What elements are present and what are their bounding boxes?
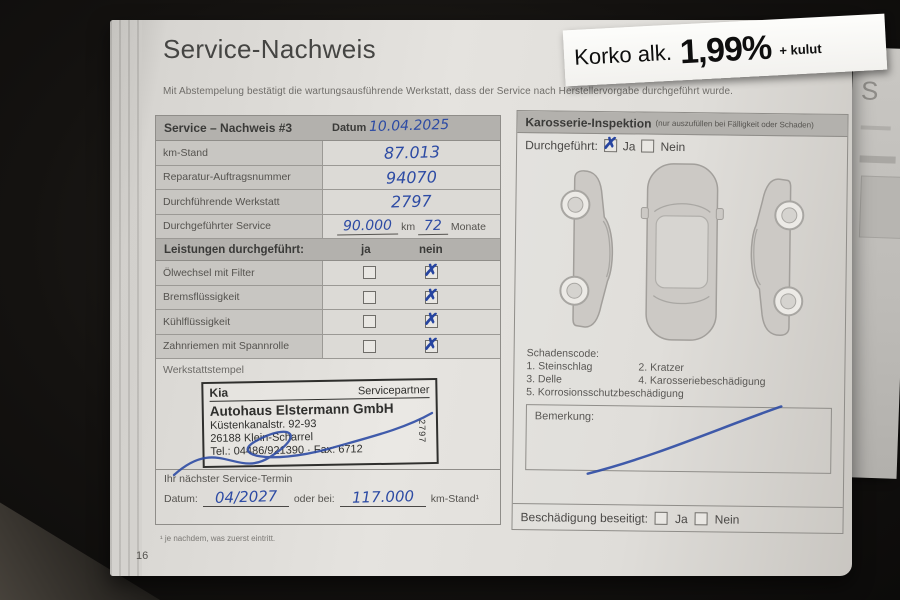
checkbox-repaired-ja[interactable] [655, 512, 668, 525]
stamp-section-label: Werkstattstempel [163, 364, 244, 376]
field-handwritten-value: 94070 [385, 167, 438, 188]
field-label: Durchführende Werkstatt [156, 190, 323, 214]
damage-repaired-row [512, 503, 842, 533]
checkbox-nein[interactable] [423, 333, 440, 355]
car-side-view-left [560, 171, 613, 328]
next-service-km-field [340, 488, 426, 507]
page-title: Service-Nachweis [163, 34, 376, 64]
next-service-date-handwritten: 04/2027 [214, 487, 278, 507]
stamp-city: 26188 Klein-Scharrel [210, 431, 314, 445]
stamp-header [209, 382, 429, 402]
performed-label: Durchgeführt: [525, 137, 598, 153]
next-service-or-label: oder bei: [293, 493, 335, 505]
sticker-text: Korko alk. [573, 39, 673, 70]
damage-code-title: Schadenscode: [526, 347, 600, 361]
checklist-boxes-cell [323, 310, 500, 334]
checklist-row-oelwechsel [156, 261, 500, 286]
checkbox-repaired-nein[interactable] [695, 512, 708, 525]
checkbox-ja[interactable] [363, 291, 376, 304]
next-service-km-handwritten: 117.000 [351, 487, 414, 507]
check-mark: ✗ [423, 333, 440, 355]
checklist-boxes-cell [323, 286, 500, 310]
date-label: Datum [332, 122, 367, 134]
stamp-company-name: Autohaus Elstermann GmbH [209, 400, 394, 419]
km-unit-label: km [401, 220, 416, 233]
field-row-auftragsnummer [156, 166, 500, 191]
field-row-km-stand [156, 141, 500, 166]
stamp-vertical-code: 2797 [416, 419, 428, 444]
car-top-view [640, 164, 724, 341]
next-service-date-label: Datum: [164, 493, 198, 505]
field-value-cell [323, 166, 500, 190]
repaired-nein-label: Nein [714, 511, 740, 527]
car-side-view-right [750, 179, 803, 336]
remark-label: Bemerkung: [534, 410, 595, 423]
repaired-label: Beschädigung beseitigt: [520, 509, 649, 526]
stamp-street: Küstenkanalstr. 92-93 [209, 418, 317, 432]
checkbox-nein[interactable] [423, 260, 440, 281]
checkbox-ja[interactable] [363, 266, 376, 279]
service-months-handwritten: 72 [418, 217, 448, 235]
checklist-item-label: Ölwechsel mit Filter [156, 261, 323, 285]
field-value-cell [323, 190, 500, 214]
repaired-ja-label: Ja [674, 511, 688, 526]
checklist-row-bremsfluessigkeit [156, 286, 500, 311]
car-views-illustration [522, 158, 840, 348]
column-nein-label: nein [419, 243, 443, 256]
stamp-phone-fax: Tel.: 04486/921390 · Fax: 6712 [210, 443, 363, 458]
sticker-suffix: + kulut [778, 40, 822, 58]
checklist-boxes-cell [323, 261, 500, 285]
damage-code-item: 3. Delle [526, 373, 562, 386]
inspection-subtitle: (nur auszufüllen bei Fälligkeit oder Schaden) [655, 118, 814, 130]
next-page-blur-box [859, 175, 900, 238]
checkbox-ja[interactable] [363, 340, 376, 353]
checklist-header [156, 239, 500, 261]
remark-pen-stroke [526, 395, 831, 483]
field-row-werkstatt [156, 190, 500, 215]
inspection-title: Karosserie-Inspektion [525, 114, 652, 131]
checkbox-nein[interactable] [423, 284, 440, 306]
body-inspection-card [511, 110, 848, 534]
service-km-handwritten: 90.000 [337, 217, 398, 235]
footnote: ¹ je nachdem, was zuerst eintritt. [160, 534, 276, 543]
check-mark: ✗ [423, 284, 440, 306]
field-row-service [156, 215, 500, 240]
performed-nein-label: Nein [660, 139, 686, 154]
field-value-cell [323, 141, 500, 165]
stamp-section [156, 359, 500, 469]
field-label: Durchgeführter Service [156, 215, 323, 239]
checklist-row-zahnriemen [156, 335, 500, 360]
next-page-partial-title: S [860, 75, 879, 107]
damage-code-item: 2. Kratzer [638, 361, 685, 375]
page-subtitle: Mit Abstempelung bestätigt die wartungsausführende Werkstatt, dass der Service nach Herstellervorgabe durchgeführt wurde. [163, 86, 733, 97]
checklist-row-kuehlfluessigkeit [156, 310, 500, 335]
page-number: 16 [136, 550, 149, 562]
checkbox-nein[interactable] [423, 309, 440, 330]
column-ja-label: ja [361, 243, 371, 256]
field-label: Reparatur-Auftragsnummer [156, 166, 323, 190]
workshop-stamp [201, 378, 438, 468]
damage-code-item: 4. Karosseriebeschädigung [638, 374, 766, 389]
damage-code-item: 1. Steinschlag [526, 360, 593, 373]
field-value-cell [323, 215, 500, 239]
remark-box [525, 404, 832, 474]
next-service-date-field [203, 488, 289, 507]
checklist-boxes-cell [323, 335, 500, 359]
performed-ja-label: Ja [622, 138, 636, 153]
next-service-section [156, 469, 500, 524]
checklist-title: Leistungen durchgeführt: [164, 243, 304, 256]
sticker-rate: 1,99% [678, 28, 773, 71]
checkbox-performed-nein[interactable] [641, 140, 654, 153]
field-label: km-Stand [156, 141, 323, 165]
months-unit-label: Monate [450, 220, 486, 233]
service-card-header [156, 116, 500, 141]
service-card-title: Service – Nachweis #3 [164, 121, 293, 135]
next-service-km-label: km-Stand¹ [430, 493, 480, 505]
service-record-card [155, 115, 501, 525]
checklist-item-label: Bremsflüssigkeit [156, 286, 323, 310]
field-handwritten-value: 2797 [390, 191, 433, 212]
field-handwritten-value: 87.013 [383, 142, 440, 163]
stamp-partner-label: Servicepartner [357, 384, 430, 398]
checkbox-ja[interactable] [363, 315, 376, 328]
car-damage-diagram [515, 157, 847, 349]
checklist-item-label: Zahnriemen mit Spannrolle [156, 335, 323, 359]
checklist-item-label: Kühlflüssigkeit [156, 310, 323, 334]
check-mark: ✗ [423, 260, 440, 281]
next-page-blur-text [860, 155, 896, 163]
page-spine [110, 20, 142, 576]
stamp-brand: Kia [209, 385, 229, 400]
damage-code-item: 5. Korrosionsschutzbeschädigung [526, 386, 684, 401]
next-page-blur-text [861, 125, 891, 130]
service-booklet-page [110, 20, 852, 576]
check-mark: ✗ [423, 309, 440, 330]
check-mark: ✗ [601, 133, 619, 154]
next-service-title: Ihr nächster Service-Termin [164, 473, 293, 485]
date-handwritten-value: 10.04.2025 [368, 116, 450, 136]
checkbox-performed-ja[interactable] [601, 133, 619, 154]
